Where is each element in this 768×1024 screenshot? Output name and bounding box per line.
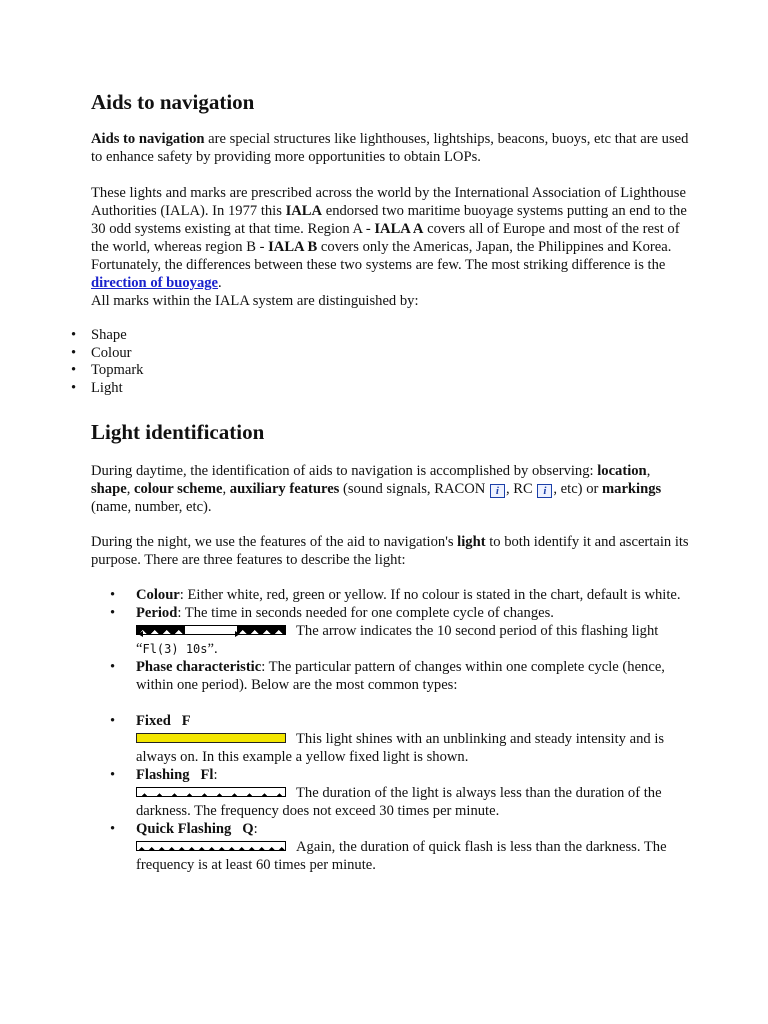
quick-flashing-light-diagram (136, 841, 286, 851)
document-page (91, 88, 691, 874)
list-item: • Shape (67, 326, 691, 344)
list-item-phase: • Phase characteristic: The particular pattern of changes within one complete cycle (hence, within one period). Below are the most common types: (136, 658, 691, 694)
fixed-light-diagram (136, 733, 286, 743)
list-item: • Colour (67, 344, 691, 362)
heading-aids-to-navigation: Aids to navigation (91, 90, 255, 114)
flashing-light-diagram (136, 787, 286, 797)
intro-paragraph: Aids to navigation are special structures like lighthouses, lightships, beacons, buoys, etc that are used to enhance safety by providing more opportunities to obtain LOPs. (91, 131, 689, 165)
direction-of-buoyage-link[interactable]: direction of buoyage (91, 275, 219, 291)
period-arrow-icon (139, 634, 239, 635)
light-features-list (136, 586, 691, 694)
list-item: • Topmark (67, 361, 691, 379)
phase-types-list (136, 712, 691, 874)
nighttime-paragraph: During the night, we use the features of the aid to navigation's light to both identify it and ascertain its purpose. There are three features to describe the light: (91, 534, 689, 568)
list-item: • Light (67, 379, 691, 397)
list-item-colour: • Colour: Either white, red, green or yellow. If no colour is stated in the chart, default is white. (136, 586, 691, 604)
rc-info-icon[interactable]: i (537, 484, 552, 498)
list-item-flashing: • Flashing Fl: The duration of the light is always less than the duration of the darkness. The frequency does not exceed 30 times per minute. (136, 766, 691, 820)
heading-light-identification: Light identification (91, 420, 265, 444)
intro-bold-term: Aids to navigation (91, 131, 205, 147)
racon-info-icon[interactable]: i (490, 484, 505, 498)
period-diagram (136, 625, 286, 635)
list-item-fixed: • Fixed F This light shines with an unblinking and steady intensity and is always on. In this example a yellow fixed light is shown. (136, 712, 691, 766)
list-item-quick-flashing: • Quick Flashing Q: Again, the duration of quick flash is less than the darkness. The frequency is at least 60 times per minute. (136, 820, 691, 874)
distinguished-by-paragraph: All marks within the IALA system are distinguished by: (91, 293, 419, 309)
list-item-period: • Period: The time in seconds needed for one complete cycle of changes. The arrow indicates the 10 second period of this flashing light “Fl(3) 10s”. (136, 604, 691, 658)
iala-paragraph: These lights and marks are prescribed across the world by the International Association of Lighthouse Authorities (IALA). In 1977 this IALA endorsed two maritime buoyage systems putting an end to the 30 odd systems existing at that time. Region A - IALA A covers all of Europe and most of the rest of the world, whereas region B - IALA B covers only the Americas, Japan, the Philippines and Korea. Fortunately, the differences between these two systems are few. The most striking difference is the direction of buoyage. (91, 185, 687, 291)
distinguishing-features-list (67, 326, 691, 396)
daytime-paragraph: During daytime, the identification of aids to navigation is accomplished by observing: location, shape, colour scheme, auxiliary features (sound signals, RACON i , RC i , etc) or markings (name, number, etc). (91, 463, 662, 515)
